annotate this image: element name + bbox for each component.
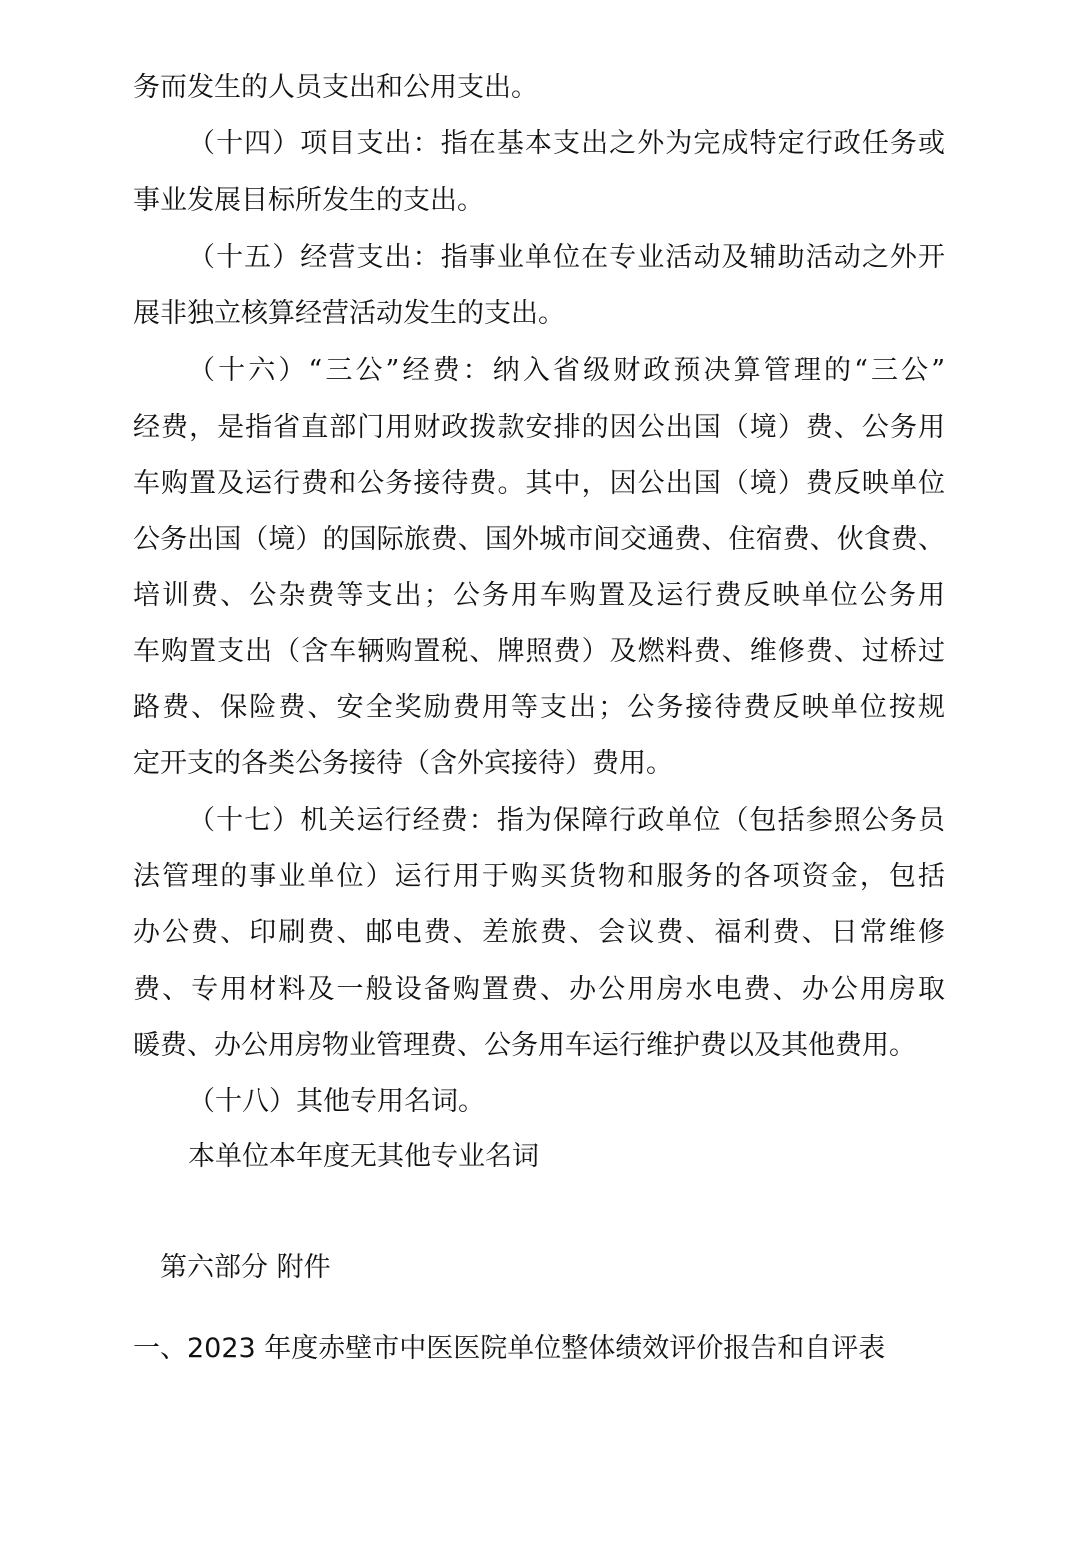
paragraph-15-line-2: 展非独立核算经营活动发生的支出。 [133,298,565,329]
paragraph-16-line-4: 公务出国（境）的国际旅费、国外城市间交通费、住宿费、伙食费、 [133,524,945,555]
paragraph-17-line-3: 办公费、印刷费、邮电费、差旅费、会议费、福利费、日常维修 [133,917,945,948]
paragraph-17-line-4: 费、专用材料及一般设备购置费、办公用房水电费、办公用房取 [133,974,945,1005]
paragraph-16-line-3: 车购置及运行费和公务接待费。其中，因公出国（境）费反映单位 [133,468,945,499]
paragraph-17-line-1: （十七）机关运行经费：指为保障行政单位（包括参照公务员 [188,805,945,836]
paragraph-16-line-8: 定开支的各类公务接待（含外宾接待）费用。 [133,748,673,779]
paragraph-16-line-2: 经费，是指省直部门用财政拨款安排的因公出国（境）费、公务用 [133,412,945,443]
paragraph-18-line-1: （十八）其他专用名词。 [188,1086,485,1117]
paragraph-14-line-1: （十四）项目支出：指在基本支出之外为完成特定行政任务或 [188,128,945,159]
paragraph-14-line-2: 事业发展目标所发生的支出。 [133,185,484,216]
paragraph-13-line-1: 务而发生的人员支出和公用支出。 [133,72,538,103]
paragraph-16-line-6: 车购置支出（含车辆购置税、牌照费）及燃料费、维修费、过桥过 [133,636,945,667]
paragraph-17-line-2: 法管理的事业单位）运行用于购买货物和服务的各项资金，包括 [133,861,945,892]
paragraph-16-line-7: 路费、保险费、安全奖励费用等支出；公务接待费反映单位按规 [133,692,945,723]
paragraph-16-line-5: 培训费、公杂费等支出；公务用车购置及运行费反映单位公务用 [133,580,945,611]
paragraph-15-line-1: （十五）经营支出：指事业单位在专业活动及辅助活动之外开 [188,242,945,273]
paragraph-18-note: 本单位本年度无其他专业名词 [188,1141,539,1172]
paragraph-16-line-1: （十六）“三公”经费：纳入省级财政预决算管理的“三公” [188,355,945,386]
paragraph-17-line-5: 暖费、办公用房物业管理费、公务用车运行维护费以及其他费用。 [133,1030,916,1061]
part-six-heading: 第六部分 附件 [160,1252,331,1283]
attachment-1-heading: 一、2023 年度赤壁市中医医院单位整体绩效评价报告和自评表 [133,1333,886,1364]
